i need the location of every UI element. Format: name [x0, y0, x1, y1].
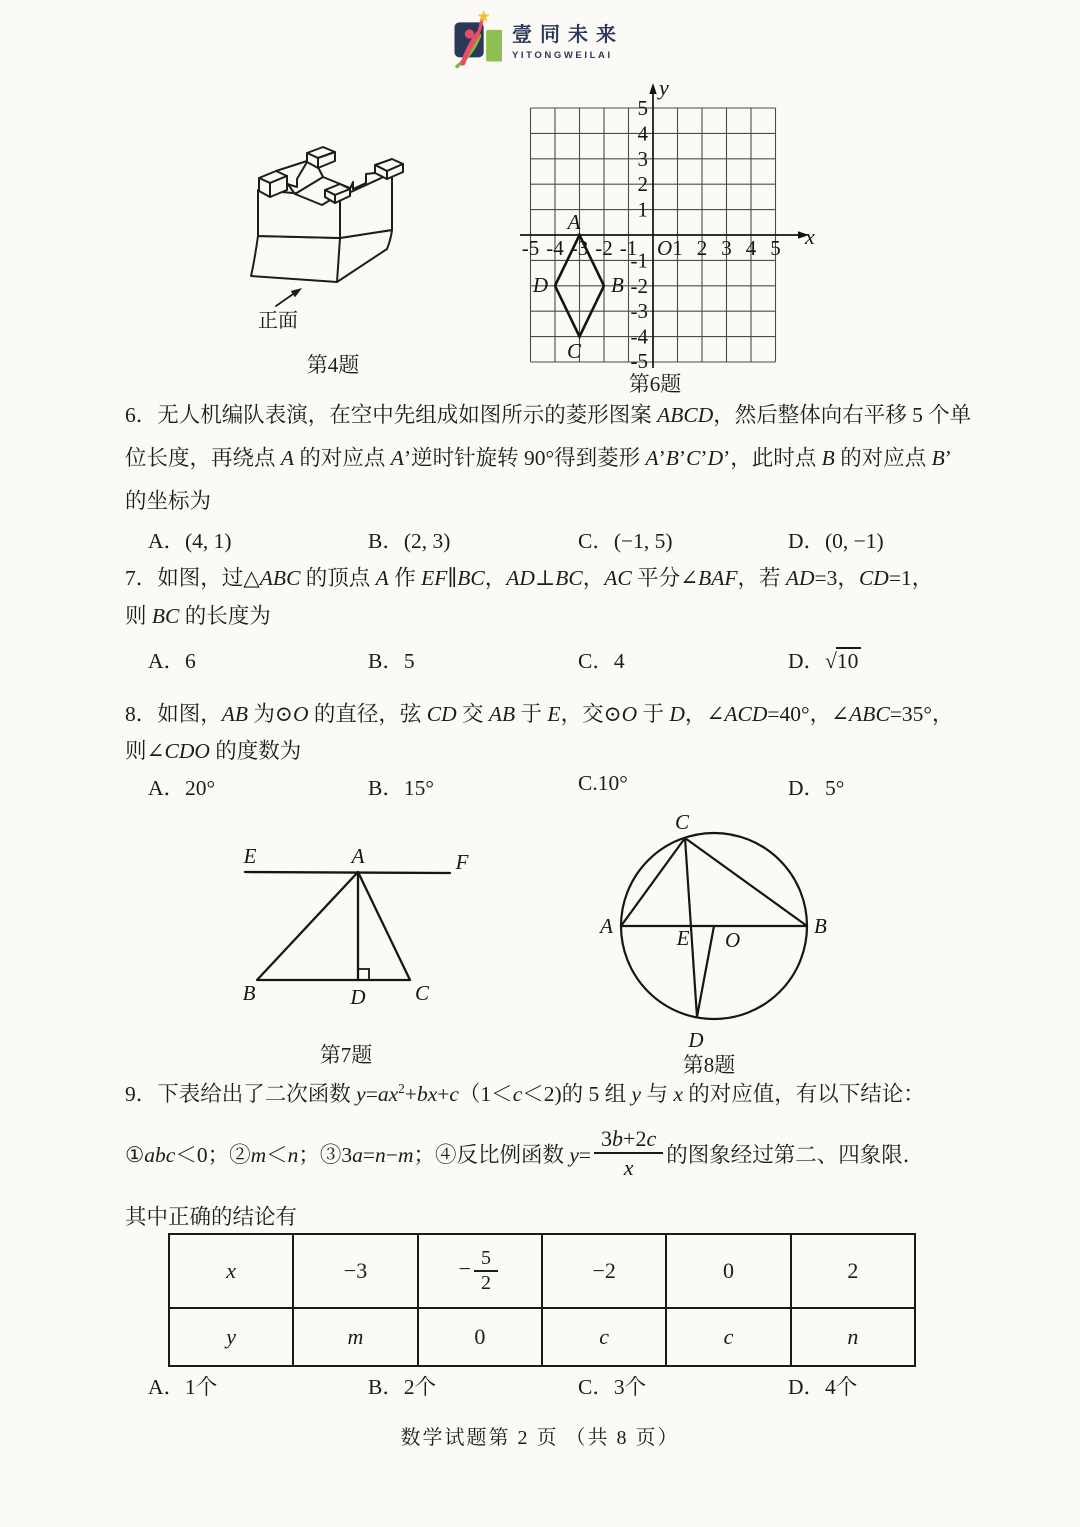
fig8-caption: 第8题 — [682, 1053, 736, 1077]
table-cell: x — [169, 1234, 293, 1308]
table-row-y — [169, 1308, 915, 1366]
vertex-c-label: C — [566, 339, 582, 363]
origin-label: O — [657, 236, 673, 260]
q8-option-a: A．20° — [148, 776, 216, 800]
q7-option-b: B．5 — [368, 649, 415, 673]
vertex-b-label: B — [611, 273, 624, 297]
y-axis-arrow — [649, 83, 656, 94]
table-cell: m — [293, 1308, 417, 1366]
vertex-a-label: A — [567, 210, 581, 234]
y-axis-label: y — [659, 78, 669, 100]
q7-option-c: C．4 — [578, 649, 625, 673]
logo-cn-name: 壹同未来 — [512, 23, 624, 46]
y-tick: 2 — [637, 172, 648, 197]
q9-option-c: C．3个 — [578, 1375, 647, 1399]
x-tick: 4 — [745, 236, 757, 260]
fraction-denominator: x — [623, 1155, 634, 1180]
q8-text-line2: 则∠CDO 的度数为 — [125, 739, 302, 763]
q6-text-line2: 位长度，再绕点 A 的对应点 A’逆时针旋转 90°得到菱形 A’B’C’D’，此时点 B 的对应点 B’ — [125, 446, 952, 470]
fig6-caption: 第6题 — [628, 372, 682, 396]
q7-text-line1: 7．如图，过△ABC 的顶点 A 作 EF∥BC，AD⊥BC，AC 平分∠BAF，若 AD=3，CD=1， — [125, 566, 934, 590]
vertex-d-label: D — [532, 273, 548, 297]
table-cell: c — [542, 1308, 666, 1366]
q9-text-line1: 9．下表给出了二次函数 $y=ax^2+bx+c(1<c<2)$的 5 组 y 与 x 的对应值，有以下结论： — [125, 1080, 925, 1106]
table-cell: 2 — [791, 1234, 915, 1308]
table-cell: y — [169, 1308, 293, 1366]
q9-option-a: A．1个 — [148, 1375, 218, 1399]
table-cell: c — [666, 1308, 790, 1366]
x-tick: 2 — [696, 236, 708, 260]
q6-options — [148, 524, 884, 555]
x-tick: -4 — [546, 236, 564, 260]
q8-text-line1: 8．如图，AB 为⊙O 的直径，弦 CD 交 AB 于 E，交⊙O 于 D，∠ACD=40°，∠ABC=35°， — [125, 702, 954, 726]
point-c-label: C — [674, 810, 690, 834]
table-cell: −2 — [542, 1234, 666, 1308]
q6-option-b: B．(2, 3) — [368, 529, 451, 553]
y-tick: 4 — [637, 121, 648, 146]
point-e-label: E — [243, 845, 257, 868]
point-e-label: E — [676, 926, 690, 950]
front-view-arrow — [276, 288, 302, 306]
y-tick: 3 — [637, 146, 648, 171]
table-cell: 0 — [666, 1234, 790, 1308]
q6-option-d: D．(0, −1) — [788, 529, 884, 553]
page-footer: 数学试题第 2 页 （共 8 页） — [400, 1427, 680, 1449]
logo-en-name: YITONGWEILAI — [512, 49, 613, 61]
x-tick: -5 — [521, 236, 540, 260]
fig7-caption: 第7题 — [319, 1043, 373, 1067]
q6-text-line3: 的坐标为 — [125, 489, 212, 513]
q9-value-table — [168, 1233, 916, 1367]
table-cell: n — [791, 1308, 915, 1366]
point-d-label: D — [350, 985, 366, 1009]
q6-option-a: A．(4, 1) — [148, 529, 232, 553]
x-tick: 5 — [770, 236, 781, 260]
q9-conclusions-a: ①abc＜0；②m＜n；③3a=n−m；④反比例函数 y= — [125, 1142, 592, 1167]
y-tick: 1 — [637, 197, 648, 222]
logo-text — [512, 18, 624, 61]
q7-option-d: D．√10 — [788, 644, 861, 675]
q9-conclusions-line — [125, 1115, 924, 1191]
x-tick: 3 — [721, 236, 732, 260]
q9-option-b: B．2个 — [368, 1375, 437, 1399]
q6-text-line1: 6．无人机编队表演，在空中先组成如图所示的菱形图案 ABCD，然后整体向右平移 5 个单 — [125, 403, 972, 427]
point-c-label: C — [414, 981, 430, 1005]
y-tick: -1 — [630, 248, 648, 273]
y-tick: -3 — [630, 299, 648, 324]
x-tick: -1 — [619, 236, 638, 260]
q8-option-b: B．15° — [368, 776, 434, 800]
q8-option-d: D．5° — [788, 776, 845, 800]
q7-text-line2: 则 BC 的长度为 — [125, 604, 271, 628]
y-tick: -4 — [630, 324, 648, 349]
y-tick: -2 — [630, 273, 648, 298]
figure-q6-grid — [513, 78, 815, 380]
q9-text-line3: 其中正确的结论有 — [125, 1205, 298, 1229]
logo — [452, 6, 624, 72]
q7-options — [148, 644, 861, 675]
q9-conclusions-b: 的图象经过第二、四象限． — [666, 1142, 925, 1167]
point-d-label: D — [688, 1028, 704, 1052]
x-tick: -3 — [570, 236, 589, 260]
point-b-label: B — [242, 981, 256, 1005]
table-cell: − $\frac{5}{2}$ — [418, 1234, 542, 1308]
axes — [520, 90, 803, 368]
figure-q4-solid — [240, 140, 460, 340]
y-tick: 5 — [637, 96, 648, 120]
figure-q7-triangle — [195, 845, 485, 1010]
point-a-label: A — [600, 914, 613, 938]
q8-option-c: C.10° — [578, 771, 628, 795]
x-axis-label: x — [805, 224, 815, 249]
table-cell: 0 — [418, 1308, 542, 1366]
table-cell: −3 — [293, 1234, 417, 1308]
logo-mark-icon — [452, 6, 502, 72]
fraction-numerator: 3b+2c — [594, 1126, 663, 1154]
y-tick: -5 — [630, 349, 648, 373]
point-a-label: A — [351, 845, 365, 868]
center-o-label: O — [725, 928, 741, 952]
q7-option-a: A．6 — [148, 649, 196, 673]
figure-q8-circle — [585, 795, 915, 1055]
x-tick: 1 — [672, 236, 683, 260]
fig4-caption: 第4题 — [306, 353, 360, 377]
q9-fraction — [594, 1126, 663, 1181]
point-f-label: F — [455, 850, 469, 874]
point-b-label: B — [814, 914, 827, 938]
x-ticks — [522, 236, 781, 260]
q9-options — [148, 1370, 857, 1401]
front-view-label: 正面 — [258, 310, 298, 332]
x-tick: -2 — [595, 236, 613, 260]
q9-option-d: D．4个 — [788, 1375, 858, 1399]
q6-option-c: C．(−1, 5) — [578, 529, 673, 553]
table-row-x — [169, 1234, 915, 1308]
